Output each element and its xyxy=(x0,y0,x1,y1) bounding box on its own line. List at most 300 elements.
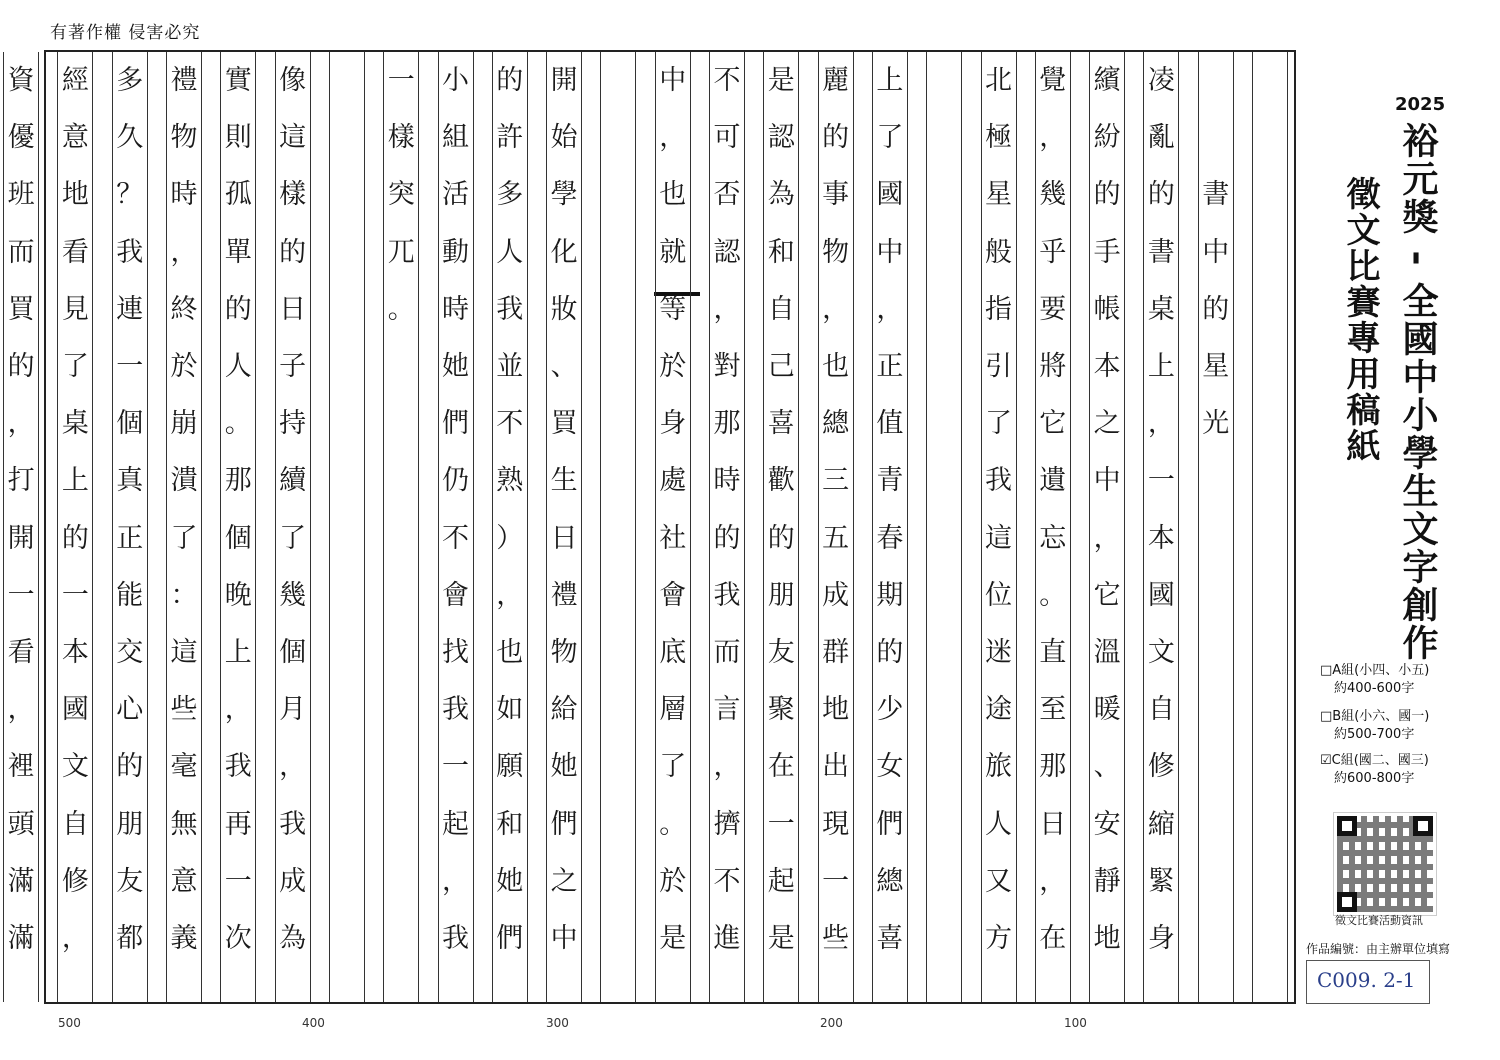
manuscript-cell: 地 xyxy=(822,694,850,726)
manuscript-cell: 文 xyxy=(1147,636,1175,668)
manuscript-cell xyxy=(1253,281,1287,338)
manuscript-cell: 一 xyxy=(767,808,795,840)
manuscript-cell: ， xyxy=(170,236,198,268)
manuscript-cell: 桌 xyxy=(61,408,89,440)
manuscript-cell: 化 xyxy=(550,236,578,268)
manuscript-cell: 國 xyxy=(61,694,89,726)
manuscript-cell: 社 xyxy=(659,522,687,554)
manuscript-cell: 多 xyxy=(116,65,144,97)
column-number-500: 500 xyxy=(58,1016,81,1030)
manuscript-cell: 終 xyxy=(170,293,198,325)
manuscript-cell: 認 xyxy=(713,236,741,268)
manuscript-column xyxy=(546,52,582,1002)
manuscript-cell: 動 xyxy=(442,236,469,268)
manuscript-column xyxy=(872,52,908,1002)
manuscript-column xyxy=(166,52,202,1002)
manuscript-cell: 成 xyxy=(279,865,307,897)
manuscript-cell: 這 xyxy=(985,522,1012,554)
manuscript-cell: 本 xyxy=(61,636,89,668)
manuscript-cell: 些 xyxy=(822,922,850,954)
manuscript-cell: ， xyxy=(61,922,89,954)
manuscript-cell: 是 xyxy=(767,65,795,97)
manuscript-cell: 聚 xyxy=(767,694,795,726)
manuscript-cell: 日 xyxy=(279,293,307,325)
manuscript-cell: 日 xyxy=(1039,808,1067,840)
manuscript-cell: 生 xyxy=(550,465,578,497)
manuscript-cell: 是 xyxy=(659,922,687,954)
manuscript-cell: 等 xyxy=(659,293,687,325)
manuscript-cell: 熟 xyxy=(496,465,524,497)
manuscript-cell xyxy=(927,281,961,338)
manuscript-cell: 喜 xyxy=(767,408,795,440)
manuscript-cell: 打 xyxy=(7,465,35,497)
manuscript-cell: 也 xyxy=(496,636,524,668)
manuscript-cell: 時 xyxy=(713,465,741,497)
manuscript-cell: 始 xyxy=(550,122,578,154)
manuscript-cell: 會 xyxy=(659,579,687,611)
manuscript-cell xyxy=(1199,624,1233,681)
manuscript-cell xyxy=(601,452,635,509)
manuscript-cell: 都 xyxy=(116,922,144,954)
qr-corner-tl xyxy=(1337,816,1357,836)
group-option-a[interactable] xyxy=(1320,662,1429,698)
manuscript-cell xyxy=(601,910,635,967)
manuscript-cell: 的 xyxy=(7,351,35,383)
manuscript-cell: 成 xyxy=(822,579,850,611)
manuscript-cell xyxy=(1199,567,1233,624)
manuscript-cell: 我 xyxy=(985,465,1012,497)
manuscript-cell: 極 xyxy=(985,122,1012,154)
manuscript-cell: ， xyxy=(7,694,35,726)
manuscript-cell xyxy=(601,624,635,681)
manuscript-column xyxy=(600,52,636,1002)
manuscript-cell: 班 xyxy=(7,179,35,211)
manuscript-cell xyxy=(601,395,635,452)
manuscript-cell: 裡 xyxy=(7,751,35,783)
manuscript-cell: 一 xyxy=(442,751,469,783)
manuscript-cell: 們 xyxy=(550,808,578,840)
manuscript-cell: 於 xyxy=(659,351,687,383)
manuscript-cell xyxy=(384,738,418,795)
manuscript-cell: 一 xyxy=(387,65,415,97)
manuscript-column xyxy=(492,52,528,1002)
manuscript-cell: 出 xyxy=(822,751,850,783)
manuscript-cell: 溫 xyxy=(1093,636,1121,668)
manuscript-cell xyxy=(330,338,364,395)
manuscript-cell: 三 xyxy=(822,465,850,497)
manuscript-cell: 和 xyxy=(767,236,795,268)
manuscript-cell: 本 xyxy=(1093,351,1121,383)
manuscript-cell: 多 xyxy=(496,179,524,211)
manuscript-cell: 我 xyxy=(442,694,469,726)
manuscript-cell: 五 xyxy=(822,522,850,554)
manuscript-cell: 覺 xyxy=(1039,65,1067,97)
manuscript-cell: ， xyxy=(1039,122,1067,154)
manuscript-cell: 個 xyxy=(224,522,252,554)
manuscript-cell: 暖 xyxy=(1093,694,1121,726)
manuscript-cell xyxy=(1253,452,1287,509)
manuscript-cell: 事 xyxy=(822,179,850,211)
manuscript-cell: 上 xyxy=(1147,351,1175,383)
manuscript-cell: 的 xyxy=(1202,293,1230,325)
manuscript-column xyxy=(220,52,256,1002)
manuscript-cell xyxy=(1253,681,1287,738)
manuscript-cell xyxy=(1253,795,1287,852)
manuscript-cell: 又 xyxy=(985,865,1012,897)
manuscript-cell xyxy=(1253,109,1287,166)
manuscript-cell: 的 xyxy=(279,236,307,268)
manuscript-cell: 那 xyxy=(713,408,741,440)
manuscript-cell xyxy=(330,109,364,166)
manuscript-cell: 開 xyxy=(550,65,578,97)
manuscript-cell: 就 xyxy=(659,236,687,268)
manuscript-cell: 了 xyxy=(61,351,89,383)
manuscript-cell: 縮 xyxy=(1147,808,1175,840)
manuscript-cell: 安 xyxy=(1093,808,1121,840)
manuscript-column xyxy=(1143,52,1179,1002)
manuscript-cell xyxy=(1199,109,1233,166)
manuscript-cell: 那 xyxy=(224,465,252,497)
manuscript-cell: 意 xyxy=(61,122,89,154)
manuscript-cell xyxy=(330,853,364,910)
manuscript-cell: 了 xyxy=(985,408,1012,440)
manuscript-cell: 身 xyxy=(659,408,687,440)
manuscript-cell xyxy=(927,452,961,509)
manuscript-cell xyxy=(330,224,364,281)
manuscript-cell: 朋 xyxy=(767,579,795,611)
manuscript-cell: ， xyxy=(224,694,252,726)
manuscript-cell: 個 xyxy=(116,408,144,440)
manuscript-cell xyxy=(601,166,635,223)
manuscript-cell: 崩 xyxy=(170,408,198,440)
manuscript-cell: ， xyxy=(713,751,741,783)
manuscript-cell xyxy=(927,338,961,395)
manuscript-cell: 月 xyxy=(279,694,307,726)
manuscript-cell: 紛 xyxy=(1093,122,1121,154)
manuscript-cell: 幾 xyxy=(1039,179,1067,211)
manuscript-column xyxy=(655,52,691,1002)
manuscript-cell: 之 xyxy=(1093,408,1121,440)
group-option-c[interactable] xyxy=(1320,752,1429,788)
manuscript-column xyxy=(383,52,419,1002)
manuscript-cell: 義 xyxy=(170,922,198,954)
manuscript-cell: 桌 xyxy=(1147,293,1175,325)
manuscript-cell xyxy=(927,510,961,567)
manuscript-cell: 見 xyxy=(61,293,89,325)
manuscript-cell xyxy=(1253,853,1287,910)
manuscript-cell: 朋 xyxy=(116,808,144,840)
manuscript-cell: 我 xyxy=(116,236,144,268)
manuscript-cell: 的 xyxy=(496,65,524,97)
manuscript-cell: 滿 xyxy=(7,922,35,954)
manuscript-cell: 為 xyxy=(767,179,795,211)
manuscript-cell: 否 xyxy=(713,179,741,211)
manuscript-cell: 擠 xyxy=(713,808,741,840)
manuscript-cell: 真 xyxy=(116,465,144,497)
manuscript-cell: ？ xyxy=(116,179,144,211)
manuscript-cell: 旅 xyxy=(985,751,1012,783)
manuscript-cell xyxy=(927,109,961,166)
manuscript-cell: 少 xyxy=(876,694,904,726)
manuscript-cell xyxy=(384,681,418,738)
manuscript-cell: 的 xyxy=(1147,179,1175,211)
manuscript-column xyxy=(709,52,745,1002)
manuscript-cell xyxy=(601,338,635,395)
qr-corner-bl xyxy=(1337,892,1357,912)
manuscript-column xyxy=(112,52,148,1002)
manuscript-cell xyxy=(927,910,961,967)
manuscript-cell: 光 xyxy=(1202,408,1230,440)
manuscript-cell: 許 xyxy=(496,122,524,154)
manuscript-cell xyxy=(601,224,635,281)
manuscript-cell: 組 xyxy=(442,122,469,154)
manuscript-cell xyxy=(601,567,635,624)
manuscript-cell: 起 xyxy=(442,808,469,840)
manuscript-cell: 一 xyxy=(224,865,252,897)
manuscript-cell: 我 xyxy=(224,751,252,783)
manuscript-cell xyxy=(1199,795,1233,852)
manuscript-cell: 言 xyxy=(713,694,741,726)
manuscript-cell: 樣 xyxy=(387,122,415,154)
manuscript-cell: 我 xyxy=(442,922,469,954)
manuscript-cell: 友 xyxy=(116,865,144,897)
manuscript-cell: 的 xyxy=(767,522,795,554)
manuscript-cell: 迷 xyxy=(985,636,1012,668)
manuscript-cell: 時 xyxy=(442,293,469,325)
manuscript-cell: 像 xyxy=(279,65,307,97)
manuscript-cell: 自 xyxy=(1147,694,1175,726)
manuscript-cell: 總 xyxy=(876,865,904,897)
manuscript-cell xyxy=(384,567,418,624)
manuscript-cell xyxy=(330,624,364,681)
qr-corner-tr xyxy=(1413,816,1433,836)
manuscript-cell xyxy=(330,52,364,109)
manuscript-cell: 現 xyxy=(822,808,850,840)
manuscript-cell: 層 xyxy=(659,694,687,726)
manuscript-cell: 總 xyxy=(822,408,850,440)
manuscript-cell: 晚 xyxy=(224,579,252,611)
manuscript-cell xyxy=(927,853,961,910)
manuscript-cell: 我 xyxy=(279,808,307,840)
manuscript-cell xyxy=(1253,567,1287,624)
manuscript-column xyxy=(438,52,474,1002)
manuscript-cell: 妝 xyxy=(550,293,578,325)
manuscript-cell xyxy=(927,624,961,681)
manuscript-cell: 給 xyxy=(550,694,578,726)
manuscript-cell xyxy=(927,738,961,795)
manuscript-cell: 中 xyxy=(1093,465,1121,497)
manuscript-cell: 中 xyxy=(550,922,578,954)
manuscript-cell: ， xyxy=(659,122,687,154)
manuscript-cell: 之 xyxy=(550,865,578,897)
manuscript-column xyxy=(818,52,854,1002)
contest-title: 裕元獎 - 全國中小學生文字創作 xyxy=(1397,122,1438,663)
manuscript-cell: ， xyxy=(496,579,524,611)
manuscript-cell: 資 xyxy=(7,65,35,97)
manuscript-cell: 看 xyxy=(7,636,35,668)
manuscript-cell: 期 xyxy=(876,579,904,611)
manuscript-cell: 於 xyxy=(659,865,687,897)
manuscript-cell: 的 xyxy=(1093,179,1121,211)
manuscript-cell: 中 xyxy=(876,236,904,268)
manuscript-cell: ， xyxy=(442,865,469,897)
manuscript-cell: 買 xyxy=(7,293,35,325)
manuscript-cell xyxy=(601,853,635,910)
manuscript-cell: 底 xyxy=(659,636,687,668)
manuscript-cell: 它 xyxy=(1093,579,1121,611)
group-c-words: 約600-800字 xyxy=(1334,771,1415,786)
manuscript-cell: ， xyxy=(1147,408,1175,440)
manuscript-column xyxy=(57,52,93,1002)
manuscript-cell: 修 xyxy=(1147,751,1175,783)
manuscript-cell: 起 xyxy=(767,865,795,897)
manuscript-cell: 的 xyxy=(61,522,89,554)
group-option-b[interactable] xyxy=(1320,708,1429,744)
manuscript-cell: 實 xyxy=(224,65,252,97)
manuscript-cell: 心 xyxy=(116,694,144,726)
manuscript-cell: 能 xyxy=(116,579,144,611)
manuscript-cell xyxy=(601,795,635,852)
manuscript-cell xyxy=(927,224,961,281)
manuscript-cell: 交 xyxy=(116,636,144,668)
manuscript-column xyxy=(763,52,799,1002)
manuscript-cell xyxy=(330,510,364,567)
manuscript-cell: 星 xyxy=(1202,351,1230,383)
manuscript-cell: 物 xyxy=(170,122,198,154)
manuscript-cell: 活 xyxy=(442,179,469,211)
manuscript-cell xyxy=(927,166,961,223)
manuscript-cell: 了 xyxy=(659,751,687,783)
manuscript-cell xyxy=(1199,853,1233,910)
manuscript-cell: 這 xyxy=(279,122,307,154)
manuscript-cell xyxy=(601,281,635,338)
manuscript-cell: 人 xyxy=(985,808,1012,840)
manuscript-cell: 突 xyxy=(387,179,415,211)
manuscript-cell: 文 xyxy=(61,751,89,783)
manuscript-cell: 不 xyxy=(442,522,469,554)
manuscript-cell: 的 xyxy=(116,751,144,783)
manuscript-cell xyxy=(1199,452,1233,509)
manuscript-cell: 對 xyxy=(713,351,741,383)
qr-label: 徵文比賽活動資訊 xyxy=(1335,914,1423,927)
manuscript-cell xyxy=(1253,166,1287,223)
entry-number-box[interactable] xyxy=(1306,960,1430,1004)
manuscript-cell: 一 xyxy=(822,865,850,897)
manuscript-cell: 幾 xyxy=(279,579,307,611)
manuscript-cell: 看 xyxy=(61,236,89,268)
manuscript-cell: 進 xyxy=(713,922,741,954)
manuscript-cell: 正 xyxy=(876,351,904,383)
manuscript-cell: ， xyxy=(713,293,741,325)
manuscript-cell xyxy=(601,738,635,795)
copyright-notice: 有著作權 侵害必究 xyxy=(50,23,201,43)
manuscript-cell: 的 xyxy=(822,122,850,154)
manuscript-cell: 的 xyxy=(713,522,741,554)
manuscript-cell xyxy=(330,281,364,338)
manuscript-cell: 買 xyxy=(550,408,578,440)
manuscript-cell: 般 xyxy=(985,236,1012,268)
manuscript-cell: 處 xyxy=(659,465,687,497)
manuscript-cell: 凌 xyxy=(1147,65,1175,97)
manuscript-cell xyxy=(1199,681,1233,738)
manuscript-cell: 國 xyxy=(876,179,904,211)
manuscript-cell: ） xyxy=(496,522,524,554)
group-a-words: 約400-600字 xyxy=(1334,681,1415,696)
manuscript-cell: 不 xyxy=(713,865,741,897)
manuscript-cell: 了 xyxy=(170,522,198,554)
manuscript-cell: 緊 xyxy=(1147,865,1175,897)
manuscript-cell: 再 xyxy=(224,808,252,840)
manuscript-cell: 經 xyxy=(61,65,89,97)
manuscript-cell: 她 xyxy=(496,865,524,897)
manuscript-cell: 指 xyxy=(985,293,1012,325)
manuscript-cell: 正 xyxy=(116,522,144,554)
manuscript-cell: 書 xyxy=(1147,236,1175,268)
manuscript-cell: 而 xyxy=(7,236,35,268)
manuscript-cell: 書 xyxy=(1202,179,1230,211)
manuscript-cell: 國 xyxy=(1147,579,1175,611)
manuscript-cell: 續 xyxy=(279,465,307,497)
qr-code[interactable] xyxy=(1333,812,1437,916)
manuscript-cell xyxy=(330,738,364,795)
manuscript-cell xyxy=(384,338,418,395)
manuscript-cell: 帳 xyxy=(1093,293,1121,325)
manuscript-cell xyxy=(330,910,364,967)
manuscript-column xyxy=(1089,52,1125,1002)
manuscript-cell: 這 xyxy=(170,636,198,668)
manuscript-cell: 中 xyxy=(1202,236,1230,268)
manuscript-cell: 將 xyxy=(1039,351,1067,383)
manuscript-cell: 。 xyxy=(659,808,687,840)
manuscript-cell xyxy=(1199,52,1233,109)
manuscript-cell: 那 xyxy=(1039,751,1067,783)
manuscript-cell: ， xyxy=(7,408,35,440)
manuscript-cell: 。 xyxy=(1039,579,1067,611)
manuscript-cell: ， xyxy=(1039,865,1067,897)
manuscript-cell: 直 xyxy=(1039,636,1067,668)
manuscript-cell xyxy=(330,681,364,738)
manuscript-cell: 和 xyxy=(496,808,524,840)
manuscript-cell: ， xyxy=(1093,522,1121,554)
manuscript-cell: 小 xyxy=(442,65,469,97)
manuscript-cell: 在 xyxy=(1039,922,1067,954)
manuscript-cell: 星 xyxy=(985,179,1012,211)
manuscript-cell: 值 xyxy=(876,408,904,440)
manuscript-grid xyxy=(7,50,1296,1004)
manuscript-cell: 時 xyxy=(170,179,198,211)
manuscript-cell xyxy=(1253,910,1287,967)
manuscript-cell xyxy=(601,681,635,738)
manuscript-cell: 。 xyxy=(224,408,252,440)
manuscript-cell: ， xyxy=(822,293,850,325)
group-b-label: □B組(小六、國一) xyxy=(1320,709,1430,724)
manuscript-cell: 青 xyxy=(876,465,904,497)
manuscript-cell xyxy=(1253,738,1287,795)
entry-number-label: 作品編號：由主辦單位填寫 xyxy=(1306,942,1451,956)
manuscript-cell xyxy=(1199,738,1233,795)
manuscript-column xyxy=(926,52,962,1002)
manuscript-cell: 己 xyxy=(767,351,795,383)
manuscript-cell xyxy=(1199,510,1233,567)
manuscript-cell: 日 xyxy=(550,522,578,554)
manuscript-cell: 於 xyxy=(170,351,198,383)
manuscript-cell: 人 xyxy=(224,351,252,383)
manuscript-cell: 開 xyxy=(7,522,35,554)
manuscript-cell: 至 xyxy=(1039,694,1067,726)
group-c-label: ☑C組(國二、國三) xyxy=(1320,753,1429,768)
manuscript-cell: 麗 xyxy=(822,65,850,97)
manuscript-cell: 滿 xyxy=(7,865,35,897)
